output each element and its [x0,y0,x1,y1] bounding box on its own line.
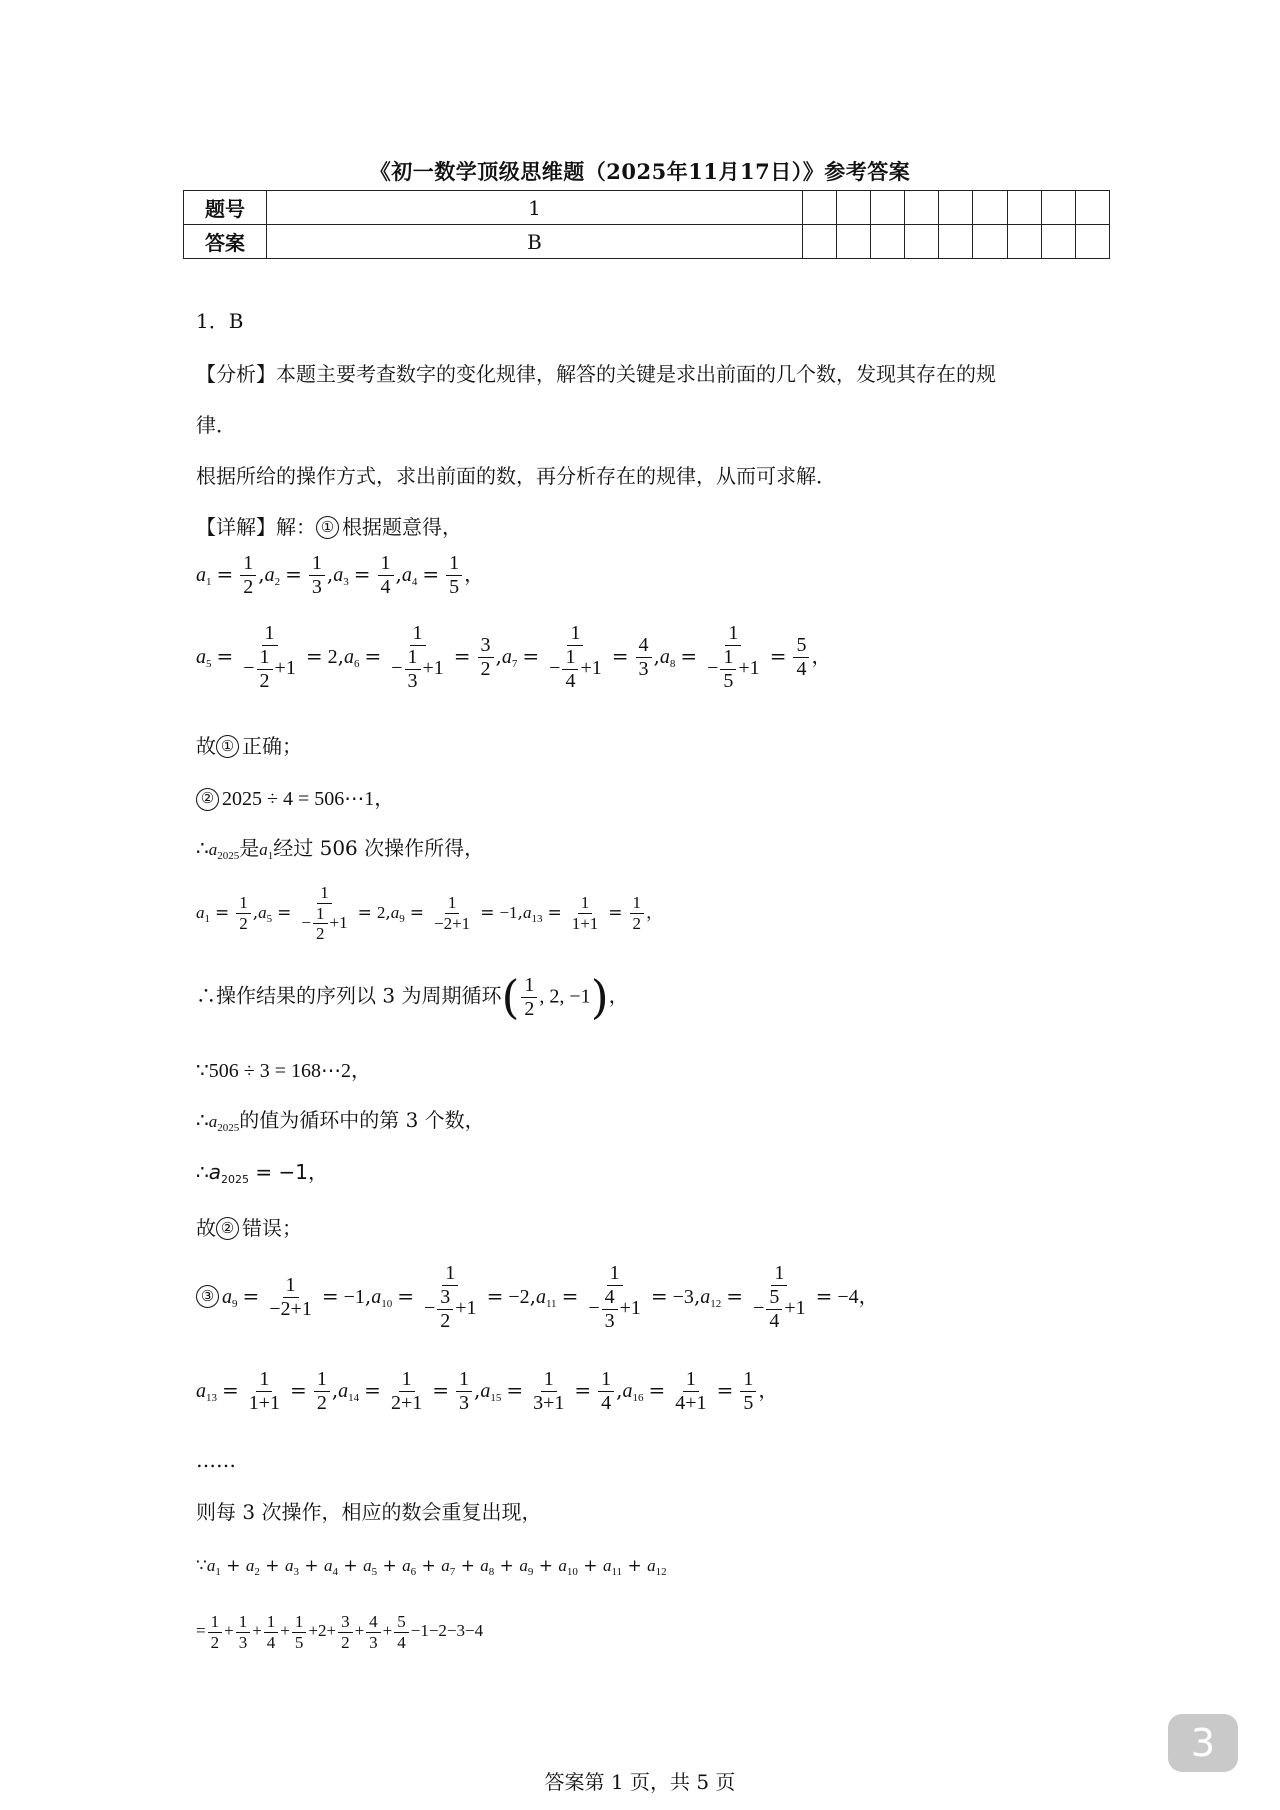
sum-values-line: = $\frac{1}{2}$ + $\frac{1}{3}$ + $\frac{1}{4}$ + $\frac{1}{5}$ +2+ $\frac{3}{2}$ + $\frac{4}{3}$ + $\frac{5}{4}$ −1−2−3−4 [196,1612,484,1652]
third-number-line: $\therefore a_{2025}$的值为循环中的第 3 个数， [196,1108,485,1134]
analysis-line-3: 根据所给的操作方式，求出前面的数，再分析存在的规律，从而可求解． [196,464,836,488]
ellipsis: …… [196,1448,236,1472]
step-2-explain: $\therefore a_{2025}$是$a_1$经过 506 次操作所得， [196,836,485,862]
cycle-line: ∴操作结果的序列以 3 为周期循环( $\frac{1}{2}$ , 2, −1)， [196,970,629,1024]
conclusion-1: 故 ① 正确； [196,734,302,758]
page-number-badge: 3 [1168,1714,1238,1772]
formula-a5-a8: $a_5$ = 1 − $\frac{1}{2}$ +1 = $2,a_6$ = 1 − $\frac{1}{3}$ +1 = $\frac{3}{2}$ $,a_7$ = 1 − $\frac{1}{4}$ +1 = $\frac{4}{3}$ $,a_8$ = 1 − $\frac{1}{5}$ +1 = $\frac{5}{4}$ ， [196,622,832,692]
page-footer: 答案第 1 页，共 5 页 [544,1770,736,1794]
circled-1-icon: ① [316,516,339,539]
circled-2-icon: ② [216,1217,239,1240]
table-row [184,225,1110,259]
detail-line [196,511,462,540]
sum-line: $\because a_1 + a_2 + a_3 + a_4 + a_5 + a_6 + a_7 + a_8 + a_9 + a_{10} + a_{11} + a_{12}$ [196,1556,667,1578]
formula-a1-a13: $a_1$ = $\frac{1}{2}$ $,a_5$ = 1 − $\frac{1}{2}$ +1 = $2,a_9$ = $\frac{1}{-2+1}$ = $-1,a_{13}$ = $\frac{1}{1+1}$ = $\frac{1}{2}$ ， [196,883,664,944]
circled-2-icon: ② [196,788,219,811]
detail-rest: 根据题意得， [342,515,462,539]
step-2-equation: ② 2025 ÷ 4 = 506⋯1， [196,782,394,811]
question-label: 1．B [196,309,244,333]
result-line: $\therefore a_{2025} = -1$， [196,1160,328,1186]
table-cell: B [267,225,803,259]
answer-table [183,190,1110,259]
table-row [184,191,1110,225]
formula-a13-a16: $a_{13}$ = $\frac{1}{1+1}$ = $\frac{1}{2}$ $,a_{14}$ = $\frac{1}{2+1}$ = $\frac{1}{3}$ $,a_{15}$ = $\frac{1}{3+1}$ = $\frac{1}{4}$ $,a_{16}$ = $\frac{1}{4+1}$ = $\frac{1}{5}$ ， [196,1368,779,1414]
division-line: ∵506 ÷ 3 = 168⋯2， [196,1060,371,1082]
repeat-line: 则每 3 次操作，相应的数会重复出现， [196,1500,542,1524]
detail-prefix: 【详解】解： [196,515,316,539]
table-header-cell: 题号 [184,191,267,225]
analysis-line-1: 【分析】本题主要考查数字的变化规律，解答的关键是求出前面的几个数，发现其存在的规 [196,362,996,386]
circled-3-icon: ③ [196,1285,219,1308]
circled-1-icon: ① [216,735,239,758]
table-header-cell: 答案 [184,225,267,259]
formula-a1-a4: $a_1$ = $\frac{1}{2}$ $,a_2$ = $\frac{1}{3}$ $,a_3$ = $\frac{1}{4}$ $,a_4$ = $\frac{1}{5}$ ， [196,552,485,598]
conclusion-2: 故 ② 错误； [196,1216,302,1240]
formula-a9-a12: ③ $a_9$ = $\frac{1}{-2+1}$ = $-1,a_{10}$ = 1 − $\frac{3}{2}$ +1 = $-2,a_{11}$ = 1 − $\frac{4}{3}$ +1 = $-3,a_{12}$ = 1 − $\frac{5}{4}$ +1 = −4， [196,1262,879,1333]
analysis-line-2: 律． [196,413,236,437]
table-cell: 1 [267,191,803,225]
page-title: 《初一数学顶级思维题（2025年11月17日）》参考答案 [369,159,911,184]
